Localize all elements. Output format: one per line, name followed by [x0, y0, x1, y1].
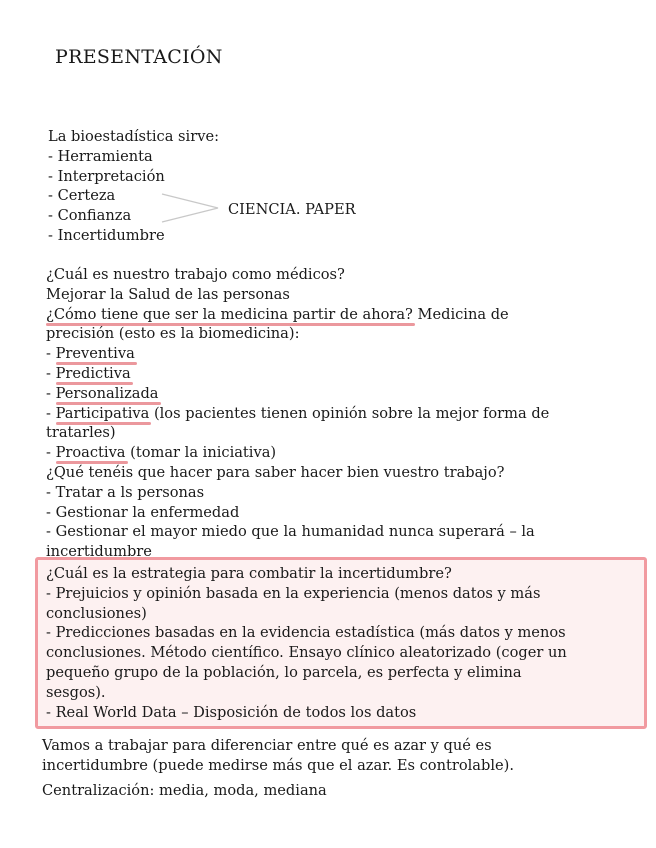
list-item	[46, 344, 549, 364]
list-item: - Gestionar el mayor miedo que la humanidad nunca superará – la	[46, 523, 535, 541]
box-line: - Predicciones basadas en la evidencia estadística (más datos y menos	[46, 624, 566, 642]
list-item: - Gestionar la enfermedad	[46, 503, 240, 521]
dash: -	[46, 364, 56, 382]
intro-item: - Interpretación	[48, 167, 165, 185]
list-item	[46, 443, 549, 463]
box-line: sesgos).	[46, 683, 106, 701]
page-title: PRESENTACIÓN	[55, 46, 223, 68]
highlighted-term: Predictiva	[55, 364, 131, 382]
arrow-label: CIENCIA. PAPER	[228, 201, 356, 218]
intro-heading: La bioestadística sirve:	[48, 128, 219, 145]
text-segment: (los pacientes tienen opinión sobre la mejor forma de	[149, 404, 550, 422]
section-medicine	[46, 265, 549, 542]
highlighted-term: Preventiva	[55, 345, 135, 363]
clipped-line: incertidumbre	[46, 543, 152, 557]
question-line	[46, 305, 549, 325]
intro-item: - Herramienta	[48, 147, 153, 165]
box-line: ¿Cuál es la estrategia para combatir la incertidumbre?	[46, 565, 452, 582]
centralization-line	[42, 781, 327, 801]
intro-item: - Certeza	[48, 187, 116, 205]
highlighted-term: Personalizada	[55, 384, 159, 402]
text-line: tratarles)	[46, 424, 116, 442]
dash: -	[46, 404, 56, 422]
intro-item: - Incertidumbre	[48, 226, 165, 244]
closing-last: Centralización: media, moda, mediana	[42, 782, 327, 799]
intro-item: - Confianza	[48, 207, 132, 225]
list-item: - Tratar a ls personas	[46, 483, 205, 501]
question-line: ¿Cuál es nuestro trabajo como médicos?	[46, 266, 345, 283]
boxed-text	[46, 564, 567, 722]
closing-paragraph	[42, 736, 514, 776]
list-item	[46, 364, 549, 384]
text-segment: (tomar la iniciativa)	[125, 444, 277, 462]
box-line: conclusiones)	[46, 604, 147, 622]
text-line: precisión (esto es la biomedicina):	[46, 325, 300, 343]
highlighted-term: Participativa	[55, 404, 150, 422]
list-item	[46, 404, 549, 424]
box-line: conclusiones. Método científico. Ensayo clínico aleatorizado (coger un	[46, 644, 567, 662]
highlighted-question: ¿Cómo tiene que ser la medicina partir de ahora?	[46, 305, 413, 323]
answer-line: Mejorar la Salud de las personas	[46, 285, 290, 303]
box-line: pequeño grupo de la población, lo parcela, es perfecta y elimina	[46, 663, 522, 681]
box-line: - Prejuicios y opinión basada en la experiencia (menos datos y más	[46, 584, 541, 602]
intro-block	[48, 127, 219, 246]
highlighted-term: Proactiva	[55, 444, 126, 462]
question-line: ¿Qué tenéis que hacer para saber hacer bien vuestro trabajo?	[46, 463, 505, 481]
bracket-arrow-icon	[160, 190, 222, 226]
text-segment: Medicina de	[412, 305, 509, 323]
list-item	[46, 384, 549, 404]
dash: -	[46, 345, 56, 363]
closing-line: incertidumbre (puede medirse más que el azar. Es controlable).	[42, 756, 514, 774]
dash: -	[46, 444, 56, 462]
box-line: - Real World Data – Disposición de todos los datos	[46, 703, 417, 721]
dash: -	[46, 384, 56, 402]
closing-line: Vamos a trabajar para diferenciar entre qué es azar y qué es	[42, 737, 492, 754]
